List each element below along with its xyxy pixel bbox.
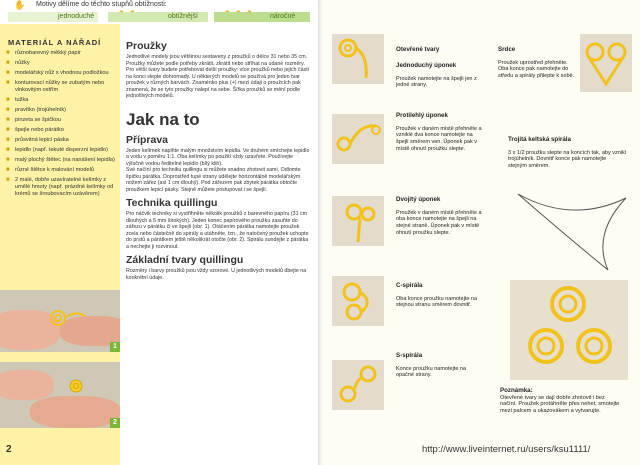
celtic-spiral-icon [510,280,628,380]
technika-text: Pro náčvik techniky si vystřihněte několik proužků z barevného papíru (31 cm dlouhých a 5 mm širokých). Jeden konec papírového proužku zasuňte do zářezu v párátku či ve špejli (obr. 1). Otáčením párátka namotejte proužek zcela nebo částečně do spirály a utáhněte, tzn., že natočený proužek uchopte do prstů a párátkem ještě několikrát otočte (obr. 2). Spirálu sundejte z párátka a nechejte ji rozvinout. [126,211,309,250]
prouzky-text: Jednotlivé modely jsou většinou sestaveny z proužků o délce 31 nebo 35 cm. Proužky můžete podle potřeby zkrátit, zkrátit nebo stříhat na udané rozměry. Pro větší tvary budete potřebovat delší proužky: více proužků nebo jejich částí na konci slepte dohromady. U některých modelů se používá pro jeden tvar proužek v různých barvách. Znaménko plus (+) mezi údaji o proužcích pak znamená, že se tyto proužky nalepí na sebe. Šířka proužků se mění podle jednotlivých modelů. [126,54,310,99]
list-item: ■ nůžky [6,60,30,66]
photo-srdce [580,34,632,92]
list-item: ■ různobarevný měkký papír [6,50,81,56]
right-page [322,0,640,465]
jednoduchy-block: Jednoduchý úponek Proužek namotejte na špejli jen z jedné strany. [396,61,477,89]
spiral-icon [332,360,384,410]
bullet-icon: ■ [6,137,10,143]
bullet-icon: ■ [6,117,10,123]
dvojity-block: Dvojitý úponek Proužek v daném místě přehněte a oba konce namotejte na špejli na stejné straně. Úponek pak v místě ohnutí proužku slepte. [396,195,482,236]
section-title-technika: Technika quillingu [126,197,218,209]
spiral-icon [332,34,384,84]
difficulty-bar [0,0,322,24]
list-item: ■ 2 malé, dobře uzavíratelné kelímky z umělé hmoty (např. prázdné kelímky od krémů se šroubovacím uzávěrem) [6,177,114,197]
photo-jednoduchy-uponek [332,34,384,84]
main-column [126,40,312,281]
spiral-icon [0,362,120,428]
list-item: ■ lepidlo (např. tekuté disperzní lepidlo) [6,147,108,153]
spiral-icon [0,290,120,352]
heart-spiral-icon [580,34,632,92]
list-item: ■ průsvitná lepicí páska [6,137,69,143]
spiral-icon [332,196,384,246]
list-item: ■ malý plochý štětec (na nanášení lepidla) [6,157,115,163]
protilehly-block: Protilehlý úponek Proužek v daném místě přehněte a vzniklé dva konce namotejte na špejli směrem ven. Úponek pak v místě ohnutí proužku slepte. [396,111,482,152]
bullet-icon: ■ [6,177,10,183]
list-item: ■ pravítko (trojúhelník) [6,107,66,113]
triangle-diagram [512,184,632,274]
s-spirala-block: S-spirála Konce proužku namotejte na opačné strany. [396,351,467,379]
photo-dvojity-uponek [332,196,384,246]
bullet-icon: ■ [6,60,10,66]
bullet-icon: ■ [6,70,10,76]
photo-step-1 [0,290,120,352]
zakladni-text: Rozměry i barvy proužků jsou vždy vzorové. U jednotlivých modelů dbejte na konkrétní údaje. [126,268,307,281]
bullet-icon: ■ [6,127,10,133]
bullet-icon: ■ [6,167,10,173]
page-number: 2 [6,444,12,455]
list-item: ■ tužka [6,97,29,103]
c-spirala-block: C-spirála Oba konce proužku namotejte na stejnou stranu směrem dovnitř. [396,281,478,309]
otevrene-tvary: Otevřené tvary [396,45,440,53]
difficulty-hard: náročné [214,12,310,22]
bullet-icon: ■ [6,80,10,86]
difficulty-medium: obtížnější [108,12,208,22]
section-title-jak: Jak na to [126,109,200,129]
trojita-block: Trojitá keltská spirála 3 x 1/2 proužku slepte na koncích tak, aby vznikl trojúhelník. Dovnitř konce pak namotejte stejným směrem. [508,135,627,169]
bullet-icon: ■ [6,50,10,56]
list-item: ■ špejle nebo párátko [6,127,64,133]
section-title-zakladni: Základní tvary quillingu [126,254,244,266]
list-item: ■ různé štětce k malování modelů [6,167,94,173]
materials-list [6,50,116,201]
bullet-icon: ■ [6,97,10,103]
list-item: ■ konturovací nůžky se zubatým nebo vlnkovitým ostřím [6,80,105,93]
list-item: ■ modelářský nůž s vhodnou podložkou [6,70,109,76]
photo-step-2 [0,362,120,428]
hand-icon: ✋ [14,0,26,10]
photo-keltska-spirala [510,280,628,380]
photo-c-spirala [332,276,384,326]
spiral-icon [332,114,384,164]
poznamka-box: Poznámka: Otevřené tvary se dají dobře zhotovit i bez načíní. Proužek protáhněte přes nehet, smotejte mezi palcem a ukazovákem a vytvarujte. [500,387,620,414]
difficulty-hint: Motivy dělíme do těchto stupňů obtížnosti: [36,1,167,8]
bullet-icon: ■ [6,147,10,153]
list-item: ■ pinzeta se špičkou [6,117,62,123]
srdce-block: Srdce Proužek uprostřed přehněte. Oba konce pak namotejte do středu a spirály přilepte k sobě. [498,45,575,79]
photo-number: 1 [110,342,120,352]
bullet-icon: ■ [6,157,10,163]
spiral-icon [332,276,384,326]
materials-title: MATERIÁL A NÁŘADÍ [8,38,102,47]
difficulty-easy: jednoduché [8,12,98,22]
photo-number: 2 [110,418,120,428]
watermark-url: http://www.liveinternet.ru/users/ksu1111/ [422,444,591,455]
section-title-prouzky: Proužky [126,40,167,52]
section-title-priprava: Příprava [126,133,169,146]
photo-protilehly-uponek [332,114,384,164]
photo-s-spirala [332,360,384,410]
priprava-text: Jeden kelímek naplňte malým množstvím lepidla. Ve druhém smíchejte lepidlo a vodu v poměru 1:1. Oba kelímky po použití vždy uzavřete. Používejte výlučně vodou ředitelné lepidlo (bílý klih). Své načíní pro techniku quillingu si můžete snadno zhotovit sami. Odlomte špičku párátka. Doprostřed tupé strany udělejte horizontálně modelářským nožem zářez (asi 1 cm dlouhý). Pod zářezem pak zbytek párátka obtočte proužkem lepicí pásky. Stejně můžete postupovat i se špejlí. [126,147,310,193]
bullet-icon: ■ [6,107,10,113]
